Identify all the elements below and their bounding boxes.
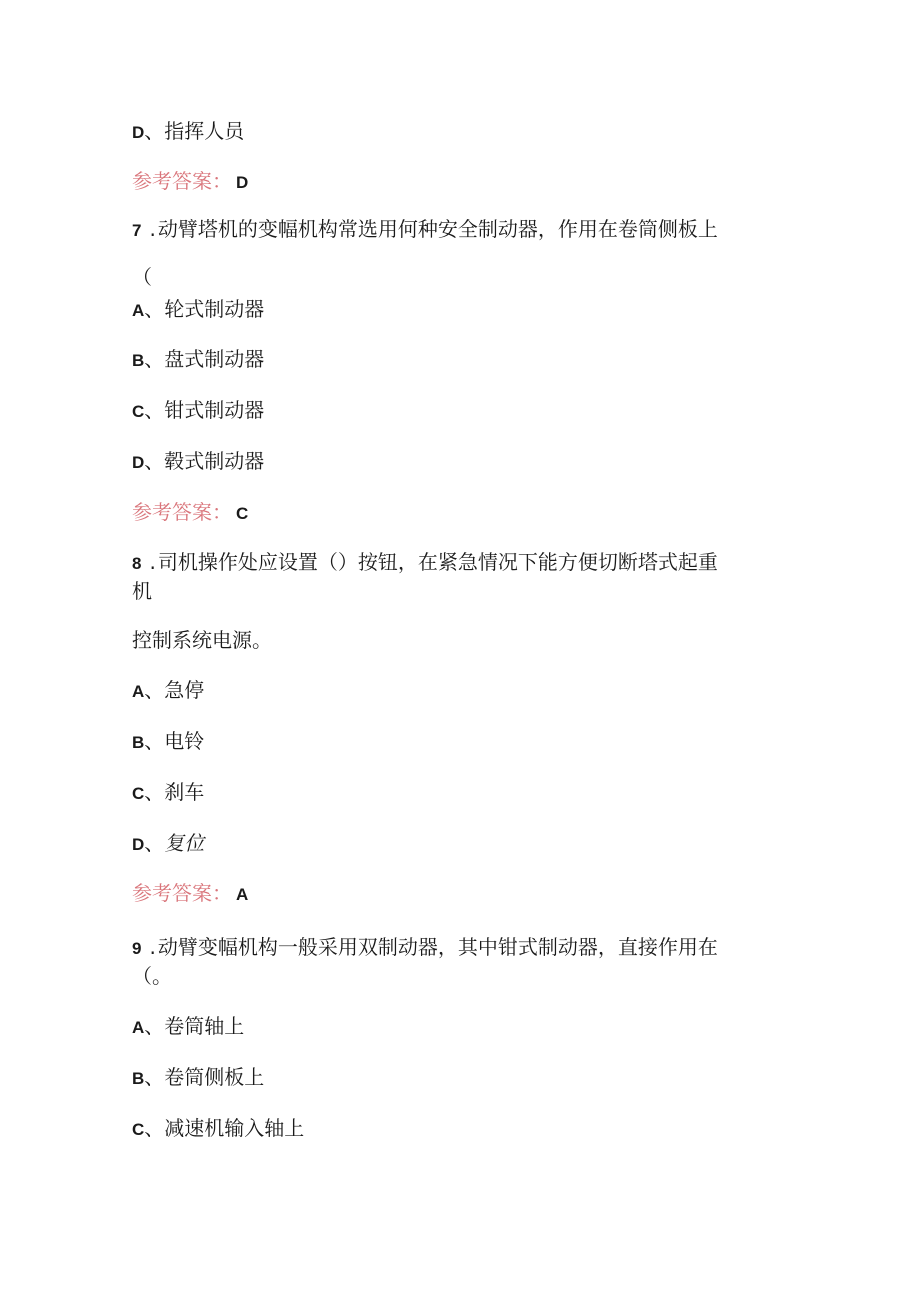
option-text: 急停	[164, 678, 205, 702]
option-text: 复位	[164, 831, 205, 855]
question-text-cont: （	[132, 265, 152, 289]
q7-option-d	[132, 448, 264, 476]
q8-question-line3	[132, 627, 272, 653]
q8-question-line2	[132, 578, 152, 604]
option-separator: 、	[144, 831, 165, 855]
q7-option-a	[132, 296, 264, 324]
q9-option-c	[132, 1115, 304, 1143]
option-text: 钳式制动器	[164, 398, 265, 422]
q6-option-d	[132, 118, 244, 146]
option-label: A	[132, 682, 145, 701]
answer-prefix: 参考答案：	[132, 881, 232, 905]
option-separator: 、	[144, 678, 165, 702]
option-text: 毂式制动器	[164, 449, 265, 473]
q9-question-line1	[132, 934, 718, 962]
option-separator: 、	[144, 398, 165, 422]
q8-option-c	[132, 779, 204, 807]
answer-value: C	[236, 504, 249, 523]
q9-question-line2	[132, 963, 172, 989]
q7-answer	[132, 499, 248, 527]
q8-option-d	[132, 830, 204, 858]
option-text: 电铃	[164, 729, 205, 753]
option-text: 刹车	[164, 780, 205, 804]
option-text: 轮式制动器	[164, 297, 265, 321]
option-label: B	[132, 1069, 145, 1088]
q6-answer	[132, 168, 248, 196]
option-label: D	[132, 453, 145, 472]
option-separator: 、	[144, 1116, 165, 1140]
option-text: 盘式制动器	[164, 347, 265, 371]
question-number: 7	[132, 221, 142, 240]
q9-option-b	[132, 1064, 264, 1092]
option-label: B	[132, 351, 145, 370]
q9-option-a	[132, 1013, 244, 1041]
q8-question-line1	[132, 549, 718, 577]
option-label: C	[132, 1120, 145, 1139]
option-separator: 、	[144, 729, 165, 753]
option-separator: 、	[144, 1014, 165, 1038]
option-separator: 、	[144, 449, 165, 473]
q8-option-a	[132, 677, 204, 705]
answer-prefix: 参考答案：	[132, 500, 232, 524]
q8-answer	[132, 880, 248, 908]
answer-value: A	[236, 885, 249, 904]
option-separator: 、	[144, 297, 165, 321]
q7-question-line2	[132, 264, 152, 290]
answer-value: D	[236, 173, 249, 192]
option-separator: 、	[144, 780, 165, 804]
q7-option-b	[132, 346, 264, 374]
option-separator: 、	[144, 119, 165, 143]
option-text: 指挥人员	[164, 119, 245, 143]
option-label: B	[132, 733, 145, 752]
question-text-cont: （。	[132, 964, 172, 988]
q7-option-c	[132, 397, 264, 425]
q7-question-line1	[132, 216, 718, 244]
option-text: 减速机输入轴上	[164, 1116, 305, 1140]
question-number: 8	[132, 554, 142, 573]
option-label: A	[132, 301, 145, 320]
q8-option-b	[132, 728, 204, 756]
option-label: C	[132, 784, 145, 803]
option-separator: 、	[144, 347, 165, 371]
answer-prefix: 参考答案：	[132, 169, 232, 193]
question-text-cont: 控制系统电源。	[132, 628, 272, 652]
question-text: 动臂塔机的变幅机构常选用何种安全制动器，作用在卷筒侧板上	[157, 217, 718, 241]
option-label: D	[132, 835, 145, 854]
option-label: C	[132, 402, 145, 421]
question-dot: .	[149, 935, 156, 959]
option-separator: 、	[144, 1065, 165, 1089]
option-label: D	[132, 123, 145, 142]
option-text: 卷筒轴上	[164, 1014, 245, 1038]
option-label: A	[132, 1018, 145, 1037]
question-text-cont: 机	[132, 579, 152, 603]
question-text: 司机操作处应设置（）按钮，在紧急情况下能方便切断塔式起重	[157, 550, 718, 574]
question-dot: .	[149, 217, 156, 241]
question-text: 动臂变幅机构一般采用双制动器，其中钳式制动器，直接作用在	[157, 935, 718, 959]
question-number: 9	[132, 939, 142, 958]
option-text: 卷筒侧板上	[164, 1065, 265, 1089]
question-dot: .	[149, 550, 156, 574]
